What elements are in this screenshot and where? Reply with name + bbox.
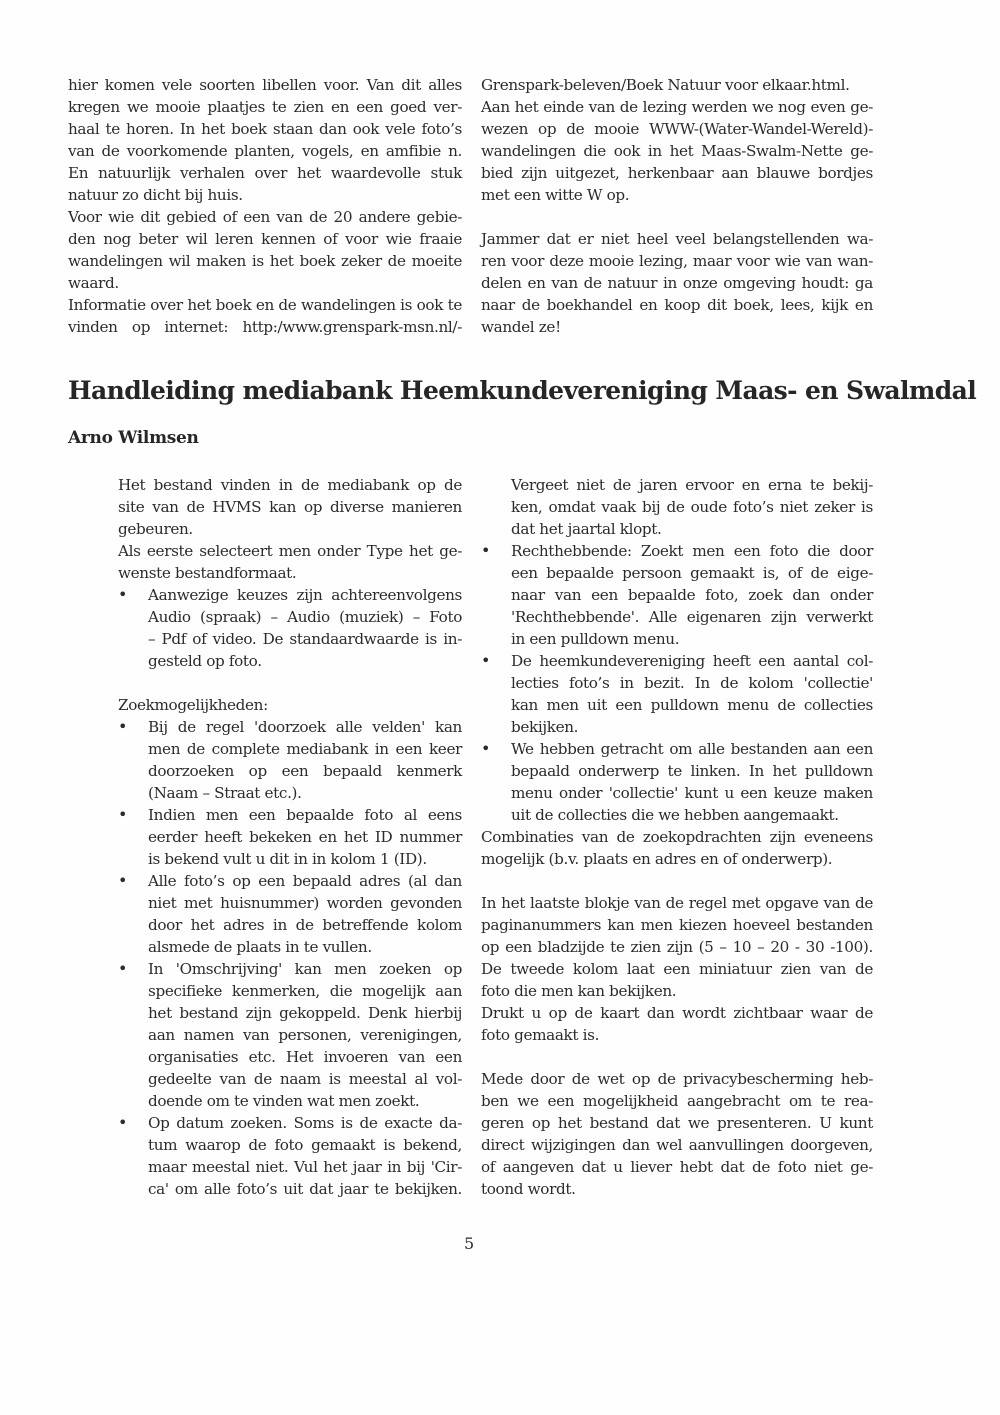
bullet-icon: • — [118, 871, 128, 890]
list-item-line: aan namen van personen, verenigingen, — [148, 1026, 462, 1044]
text-line: delen en van de natuur in onze omgeving houdt: ga — [481, 274, 873, 292]
privacy-line: Mede door de wet op de privacybescherming heb- — [481, 1070, 873, 1088]
article-right-column — [481, 474, 873, 1214]
text-line: hier komen vele soorten libellen voor. Van dit alles — [68, 76, 462, 94]
intro-line: site van de HVMS kan op diverse manieren — [118, 498, 462, 516]
bullet-icon: • — [481, 739, 491, 758]
list-item-line: maar meestal niet. Vul het jaar in bij 'Cir- — [148, 1158, 462, 1176]
list-item-line: Indien men een bepaalde foto al eens — [148, 806, 462, 824]
intro-line: Als eerste selecteert men onder Type het ge- — [118, 542, 462, 560]
text-line: ren voor deze mooie lezing, maar voor wie van wan- — [481, 252, 873, 270]
intro-line: Het bestand vinden in de mediabank op de — [118, 476, 462, 494]
text-line: Aan het einde van de lezing werden we nog even ge- — [481, 98, 873, 116]
combination-line: Combinaties van de zoekopdrachten zijn eveneens — [481, 828, 873, 846]
list-item-line: ca' om alle foto’s uit dat jaar te bekijken. — [148, 1180, 462, 1198]
subheading-search-options: Zoekmogelijkheden: — [118, 696, 268, 714]
continuation-line: Vergeet niet de jaren ervoor en erna te bekij- — [511, 476, 873, 494]
list-item-line: uit de collecties die we hebben aangemaakt. — [511, 806, 839, 824]
list-item-line: een bepaalde persoon gemaakt is, of de eige- — [511, 564, 873, 582]
page-number: 5 — [464, 1234, 475, 1253]
article-author: Arno Wilmsen — [68, 428, 199, 448]
list-item-line: organisaties etc. Het invoeren van een — [148, 1048, 462, 1066]
list-item-line: doende om te vinden wat men zoekt. — [148, 1092, 420, 1110]
text-line: den nog beter wil leren kennen of voor wie fraaie — [68, 230, 462, 248]
list-item-line: Op datum zoeken. Soms is de exacte da- — [148, 1114, 462, 1132]
bullet-icon: • — [118, 959, 128, 978]
pagination-line: Drukt u op de kaart dan wordt zichtbaar waar de — [481, 1004, 873, 1022]
list-item-line: doorzoeken op een bepaald kenmerk — [148, 762, 462, 780]
text-line: naar de boekhandel en koop dit boek, lees, kijk en — [481, 296, 873, 314]
list-item-line: bepaald onderwerp te linken. In het pulldown — [511, 762, 873, 780]
bullet-icon: • — [118, 717, 128, 736]
bullet-icon: • — [118, 585, 128, 604]
text-line: Voor wie dit gebied of een van de 20 andere gebie- — [68, 208, 462, 226]
privacy-line: geren op het bestand dat we presenteren. U kunt — [481, 1114, 873, 1132]
text-line: wezen op de mooie WWW-(Water-Wandel-Wereld)- — [481, 120, 873, 138]
list-item-line: bekijken. — [511, 718, 579, 736]
pagination-line: foto gemaakt is. — [481, 1026, 600, 1044]
list-item-line: In 'Omschrijving' kan men zoeken op — [148, 960, 462, 978]
list-item-line: door het adres in de betreffende kolom — [148, 916, 462, 934]
list-item-line: De heemkundevereniging heeft een aantal col- — [511, 652, 873, 670]
privacy-line: of aangeven dat u liever hebt dat de foto niet ge- — [481, 1158, 873, 1176]
list-item-line: Rechthebbende: Zoekt men een foto die door — [511, 542, 873, 560]
list-item-line: lecties foto’s in bezit. In de kolom 'collectie' — [511, 674, 873, 692]
list-item-line: Audio (spraak) – Audio (muziek) – Foto — [148, 608, 462, 626]
text-line: Jammer dat er niet heel veel belangstellenden wa- — [481, 230, 873, 248]
text-line: natuur zo dicht bij huis. — [68, 186, 243, 204]
list-item-line: specifieke kenmerken, die mogelijk aan — [148, 982, 462, 1000]
list-item-line: kan men uit een pulldown menu de collecties — [511, 696, 873, 714]
list-item-line: We hebben getracht om alle bestanden aan een — [511, 740, 873, 758]
privacy-line: ben we een mogelijkheid aangebracht om te rea- — [481, 1092, 873, 1110]
pagination-line: op een bladzijde te zien zijn (5 – 10 – 20 - 30 -100). — [481, 938, 873, 956]
web-link-text: vinden op internet: http:/www.grenspark-msn.nl/- — [68, 318, 462, 336]
article-title: Handleiding mediabank Heemkundevereniging Maas- en Swalmdal — [68, 376, 977, 405]
list-item-line: niet met huisnummer) worden gevonden — [148, 894, 462, 912]
list-item-line: het bestand zijn gekoppeld. Denk hierbij — [148, 1004, 462, 1022]
pagination-line: In het laatste blokje van de regel met opgave van de — [481, 894, 873, 912]
text-line: wandelingen die ook in het Maas-Swalm-Nette ge- — [481, 142, 873, 160]
list-item-line: 'Rechthebbende'. Alle eigenaren zijn verwerkt — [511, 608, 873, 626]
list-item-line: is bekend vult u dit in in kolom 1 (ID). — [148, 850, 427, 868]
list-item-line: alsmede de plaats in te vullen. — [148, 938, 372, 956]
text-line: van de voorkomende planten, vogels, en amfibie n. — [68, 142, 462, 160]
privacy-line: direct wijzigingen dan wel aanvullingen doorgeven, — [481, 1136, 873, 1154]
bullet-icon: • — [481, 651, 491, 670]
bullet-icon: • — [481, 541, 491, 560]
text-line: Informatie over het boek en de wandelingen is ook te — [68, 296, 462, 314]
text-line: waard. — [68, 274, 119, 292]
intro-line: wenste bestandformaat. — [118, 564, 297, 582]
list-item-line: in een pulldown menu. — [511, 630, 680, 648]
text-line: bied zijn uitgezet, herkenbaar aan blauwe bordjes — [481, 164, 873, 182]
list-item-line: menu onder 'collectie' kunt u een keuze maken — [511, 784, 873, 802]
text-line: met een witte W op. — [481, 186, 630, 204]
text-line: haal te horen. In het boek staan dan ook vele foto’s — [68, 120, 462, 138]
pagination-line: paginanummers kan men kiezen hoeveel bestanden — [481, 916, 873, 934]
list-item-line: Aanwezige keuzes zijn achtereenvolgens — [148, 586, 462, 604]
bullet-icon: • — [118, 805, 128, 824]
web-link-text: Grenspark-beleven/Boek Natuur voor elkaar.html. — [481, 76, 850, 94]
list-item-line: Bij de regel 'doorzoek alle velden' kan — [148, 718, 462, 736]
continuation-line: ken, omdat vaak bij de oude foto’s niet zeker is — [511, 498, 873, 516]
intro-line: gebeuren. — [118, 520, 193, 538]
privacy-line: toond wordt. — [481, 1180, 576, 1198]
list-item-line: (Naam – Straat etc.). — [148, 784, 302, 802]
list-item-line: gesteld op foto. — [148, 652, 262, 670]
pagination-line: De tweede kolom laat een miniatuur zien van de — [481, 960, 873, 978]
pagination-line: foto die men kan bekijken. — [481, 982, 677, 1000]
list-item-line: eerder heeft bekeken en het ID nummer — [148, 828, 462, 846]
list-item-line: – Pdf of video. De standaardwaarde is in- — [148, 630, 462, 648]
text-line: wandelingen wil maken is het boek zeker de moeite — [68, 252, 462, 270]
combination-line: mogelijk (b.v. plaats en adres en of onderwerp). — [481, 850, 833, 868]
list-item-line: Alle foto’s op een bepaald adres (al dan — [148, 872, 462, 890]
text-line: wandel ze! — [481, 318, 561, 336]
continuation-line: dat het jaartal klopt. — [511, 520, 662, 538]
list-item-line: naar van een bepaalde foto, zoek dan onder — [511, 586, 873, 604]
list-item-line: gedeelte van de naam is meestal al vol- — [148, 1070, 462, 1088]
list-item-line: tum waarop de foto gemaakt is bekend, — [148, 1136, 462, 1154]
list-item-line: men de complete mediabank in een keer — [148, 740, 462, 758]
article-left-column — [118, 474, 462, 1214]
bullet-icon: • — [118, 1113, 128, 1132]
text-line: kregen we mooie plaatjes te zien en een goed ver- — [68, 98, 462, 116]
text-line: En natuurlijk verhalen over het waardevolle stuk — [68, 164, 462, 182]
